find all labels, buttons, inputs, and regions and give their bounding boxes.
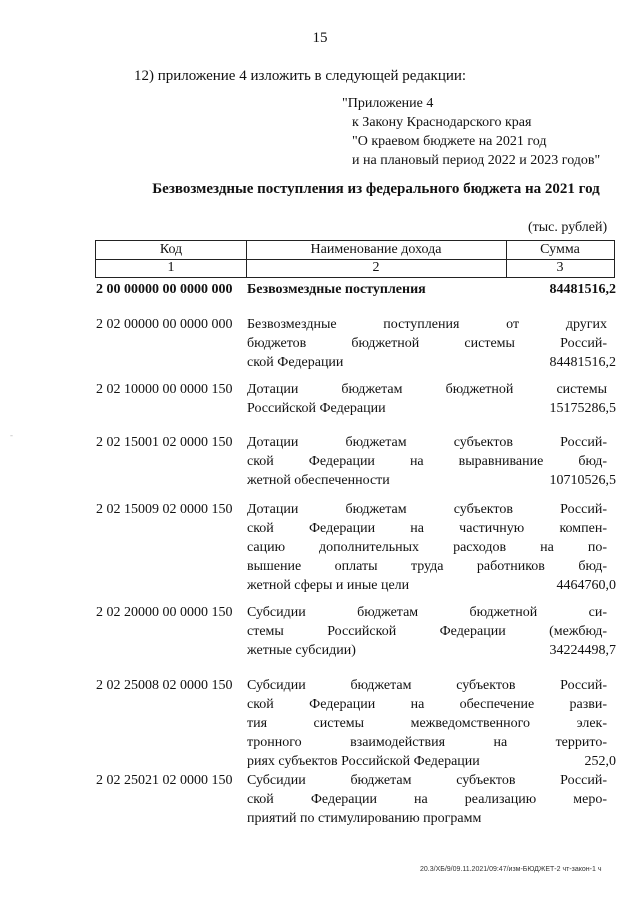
row-name-line: ской Федерации на частичную компен- <box>247 521 607 536</box>
appendix-line: к Закону Краснодарского края <box>352 115 532 130</box>
row-name-line: вышение оплаты труда работников бюд- <box>247 559 607 574</box>
row-name-line: ской Федерации на реализацию меро- <box>247 792 607 807</box>
footer-reference: 20.3/ХБ/9/09.11.2021/09:47/изм-БЮДЖЕТ-2 чт-закон-1 ч <box>420 866 602 873</box>
row-name-line: стемы Российской Федерации (межбюд- <box>247 624 607 639</box>
header-income-name: Наименование дохода <box>310 242 442 257</box>
row-name-line: ской Федерации на выравнивание бюд- <box>247 454 607 469</box>
row-name-line: Субсидии бюджетам субъектов Россий- <box>247 773 607 788</box>
row-income-name <box>247 500 607 595</box>
row-name-line: Субсидии бюджетам бюджетной си- <box>247 605 607 620</box>
margin-mark: - <box>10 430 13 440</box>
header-code: Код <box>159 242 183 257</box>
row-name-line: ской Федерации на обеспечение разви- <box>247 697 607 712</box>
column-number-2: 2 <box>372 260 380 275</box>
appendix-reference <box>342 94 600 170</box>
row-name-line: тия системы межведомственного элек- <box>247 716 607 731</box>
row-name-line: бюджетов бюджетной системы Россий- <box>247 336 607 351</box>
row-amount: 252,0 <box>584 754 616 769</box>
row-name-line: Дотации бюджетам субъектов Россий- <box>247 502 607 517</box>
row-amount: 84481516,2 <box>549 282 616 297</box>
row-code: 2 02 00000 00 0000 000 <box>96 317 233 332</box>
row-code: 2 02 10000 00 0000 150 <box>96 382 233 397</box>
document-title: Безвозмездные поступления из федерального бюджета на 2021 год <box>152 181 600 197</box>
row-name-line: жетные субсидии) <box>247 643 356 658</box>
row-name-line: сацию дополнительных расходов на по- <box>247 540 607 555</box>
intro-text: 12) приложение 4 изложить в следующей редакции: <box>134 68 467 84</box>
row-amount: 34224498,7 <box>549 643 616 658</box>
units-label: (тыс. рублей) <box>528 220 608 235</box>
row-name-line: приятий по стимулированию программ <box>247 811 482 826</box>
row-name-line: Дотации бюджетам бюджетной системы <box>247 382 607 397</box>
row-name-line: тронного взаимодействия на террито- <box>247 735 607 750</box>
row-name-line: жетной обеспеченности <box>247 473 390 488</box>
appendix-line: "Приложение 4 <box>342 96 434 111</box>
row-amount: 10710526,5 <box>549 473 616 488</box>
header-amount: Сумма <box>540 242 580 257</box>
row-name-line: Безвозмездные поступления <box>247 282 426 297</box>
row-name-line: ской Федерации <box>247 355 344 370</box>
row-amount: 4464760,0 <box>556 578 616 593</box>
row-code: 2 02 15001 02 0000 150 <box>96 435 233 450</box>
appendix-line: и на плановый период 2022 и 2023 годов" <box>352 153 601 168</box>
row-name-line: Безвозмездные поступления от других <box>247 317 607 332</box>
row-amount: 15175286,5 <box>549 401 616 416</box>
row-name-line: Дотации бюджетам субъектов Россий- <box>247 435 607 450</box>
table-header <box>95 240 615 278</box>
row-code: 2 02 25008 02 0000 150 <box>96 678 233 693</box>
row-name-line: риях субъектов Российской Федерации <box>247 754 480 769</box>
row-code: 2 02 15009 02 0000 150 <box>96 502 233 517</box>
row-code: 2 02 20000 00 0000 150 <box>96 605 233 620</box>
column-number-1: 1 <box>167 260 175 275</box>
row-name-line: Субсидии бюджетам субъектов Россий- <box>247 678 607 693</box>
row-name-line: Российской Федерации <box>247 401 386 416</box>
row-name-line: жетной сферы и иные цели <box>247 578 410 593</box>
row-code: 2 00 00000 00 0000 000 <box>96 282 233 297</box>
column-number-3: 3 <box>556 260 564 275</box>
row-income-name <box>247 771 607 828</box>
appendix-line: "О краевом бюджете на 2021 год <box>352 134 547 149</box>
row-code: 2 02 25021 02 0000 150 <box>96 773 233 788</box>
row-amount: 84481516,2 <box>549 355 616 370</box>
page-number: 15 <box>312 30 328 46</box>
row-income-name <box>247 676 607 771</box>
